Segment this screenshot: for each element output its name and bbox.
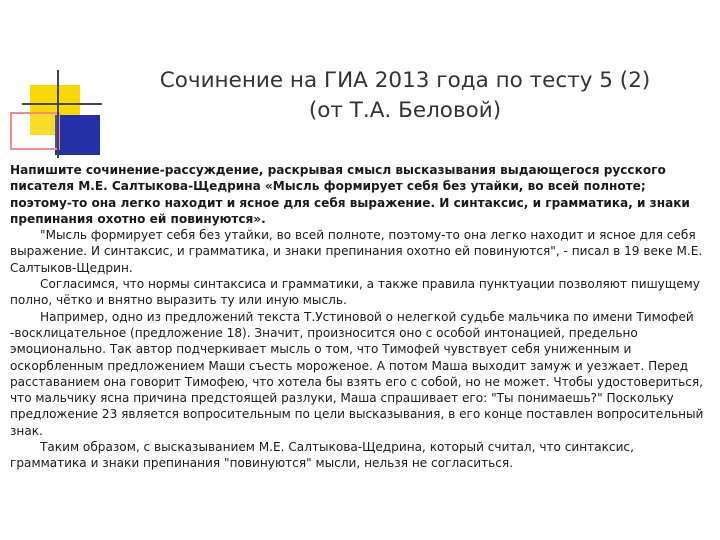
slide-body bbox=[10, 162, 710, 472]
decorative-vertical-line bbox=[57, 70, 59, 158]
decorative-blue-square bbox=[55, 115, 100, 155]
slide-title bbox=[105, 66, 705, 126]
essay-paragraph-2: Согласимся, что нормы синтаксиса и грамматики, а также правила пунктуации позволяют пишущему полно, чётко и внятно выразить ту или иную мысль. bbox=[10, 277, 700, 308]
title-line-1: Сочинение на ГИА 2013 года по тесту 5 (2) bbox=[159, 68, 651, 93]
essay-paragraph-3: Например, одно из предложений текста Т.Устиновой о нелегкой судьбе мальчика по имени Тимофей -восклицательное (предложение 18). Значит, произносится оно с особой интонацией, предельно эмоционально. Так автор подчеркивает мысль о том, что Тимофей чувствует себя униженным и оскорбленным предложением Маши съесть мороженое. А потом Маша выходит замуж и уезжает. Перед расставанием она говорит Тимофею, что хотела бы взять его с собой, но не может. Чтобы удостовериться, что мальчику ясна причина предстоящей разлуки, Маша спрашивает его: "Ты понимаешь?" Поскольку предложение 23 является вопросительным по цели высказывания, в его конце поставлен вопросительный знак. bbox=[10, 309, 704, 438]
decorative-red-outline-square bbox=[10, 112, 60, 150]
decorative-horizontal-line bbox=[22, 103, 102, 105]
essay-task: Напишите сочинение-рассуждение, раскрывая смысл высказывания выдающегося русского писателя М.Е. Салтыкова-Щедрина «Мысль формирует себя без утайки, во всей полноте; поэтому-то она легко находит и ясное для себя выражение. И синтаксис, и грамматика, и знаки препинания охотно ей повинуются». bbox=[10, 163, 690, 226]
essay-paragraph-1: "Мысль формирует себя без утайки, во всей полноте, поэтому-то она легко находит и ясное для себя выражение. И синтаксис, и грамматика, и знаки препинания охотно ей повинуются", - писал в 19 веке М.Е. Салтыков-Щедрин. bbox=[10, 228, 703, 275]
essay-paragraph-4: Таким образом, с высказыванием М.Е. Салтыкова-Щедрина, который считал, что синтаксис, грамматика и знаки препинания "повинуются" мысли, нельзя не согласиться. bbox=[10, 440, 634, 471]
title-line-2: (от Т.А. Беловой) bbox=[308, 98, 502, 123]
